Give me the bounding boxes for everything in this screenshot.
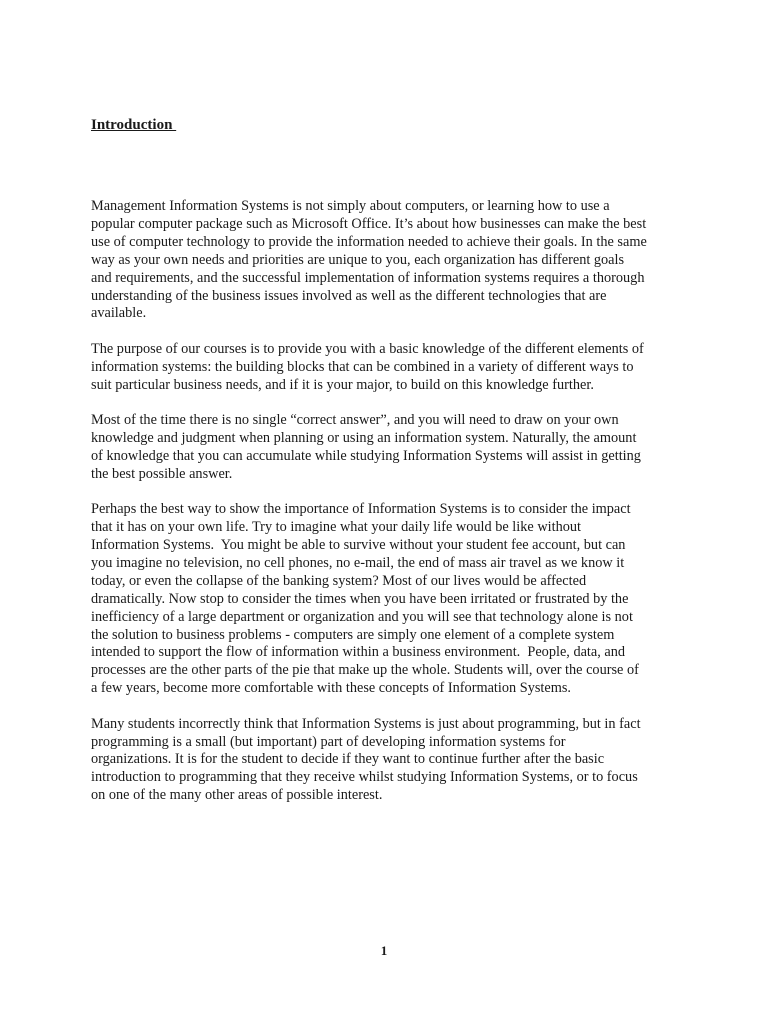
text-line: processes are the other parts of the pie that make up the whole. Students will, over the course of — [91, 662, 639, 679]
text-line: Many students incorrectly think that Information Systems is just about programming, but in fact — [91, 715, 641, 732]
body-paragraph — [91, 501, 691, 698]
text-line: way as your own needs and priorities are unique to you, each organization has different goals — [91, 251, 625, 268]
text-line: popular computer package such as Microsoft Office. It’s about how businesses can make the best — [91, 215, 647, 232]
text-line: use of computer technology to provide the information needed to achieve their goals. In the same — [91, 233, 647, 250]
text-line: understanding of the business issues involved as well as the different technologies that are — [91, 287, 607, 304]
body-paragraph — [91, 198, 691, 323]
section-heading: Introduction — [91, 117, 177, 133]
body-paragraph — [91, 716, 691, 806]
text-line: Management Information Systems is not simply about computers, or learning how to use a — [91, 198, 610, 214]
text-line: the solution to business problems - computers are simply one element of a complete system — [91, 626, 615, 643]
page-number: 1 — [380, 943, 388, 958]
text-line: on one of the many other areas of possible interest. — [91, 787, 383, 804]
text-line: Most of the time there is no single “correct answer”, and you will need to draw on your own — [91, 412, 619, 429]
text-line: you imagine no television, no cell phones, no e-mail, the end of mass air travel as we know it — [91, 554, 625, 571]
text-line: Perhaps the best way to show the importance of Information Systems is to consider the impact — [91, 501, 631, 518]
text-line: of knowledge that you can accumulate while studying Information Systems will assist in getting — [91, 447, 641, 464]
document-body — [91, 198, 691, 823]
text-line: and requirements, and the successful implementation of information systems requires a thorough — [91, 269, 645, 286]
body-paragraph — [91, 412, 691, 484]
text-line: suit particular business needs, and if it is your major, to build on this knowledge further. — [91, 376, 594, 393]
body-paragraph — [91, 341, 691, 395]
text-line: inefficiency of a large department or organization and you will see that technology alone is not — [91, 608, 633, 625]
text-line: information systems: the building blocks that can be combined in a variety of different ways to — [91, 358, 634, 375]
text-line: the best possible answer. — [91, 465, 233, 482]
text-line: today, or even the collapse of the banking system? Most of our lives would be affected — [91, 572, 587, 589]
text-line: knowledge and judgment when planning or using an information system. Naturally, the amount — [91, 429, 637, 446]
text-line: a few years, become more comfortable with these concepts of Information Systems. — [91, 680, 571, 697]
text-line: The purpose of our courses is to provide you with a basic knowledge of the different elements of — [91, 340, 644, 357]
text-line: introduction to programming that they receive whilst studying Information Systems, or to focus — [91, 769, 638, 786]
text-line: available. — [91, 305, 147, 322]
text-line: organizations. It is for the student to decide if they want to continue further after the basic — [91, 751, 605, 768]
text-line: dramatically. Now stop to consider the times when you have been irritated or frustrated by the — [91, 590, 629, 607]
text-line: Information Systems. You might be able to survive without your student fee account, but can — [91, 537, 626, 553]
text-line: programming is a small (but important) part of developing information systems for — [91, 733, 566, 750]
text-line: that it has on your own life. Try to imagine what your daily life would be like without — [91, 519, 582, 536]
text-line: intended to support the flow of information within a business environment. People, data, and — [91, 644, 626, 661]
